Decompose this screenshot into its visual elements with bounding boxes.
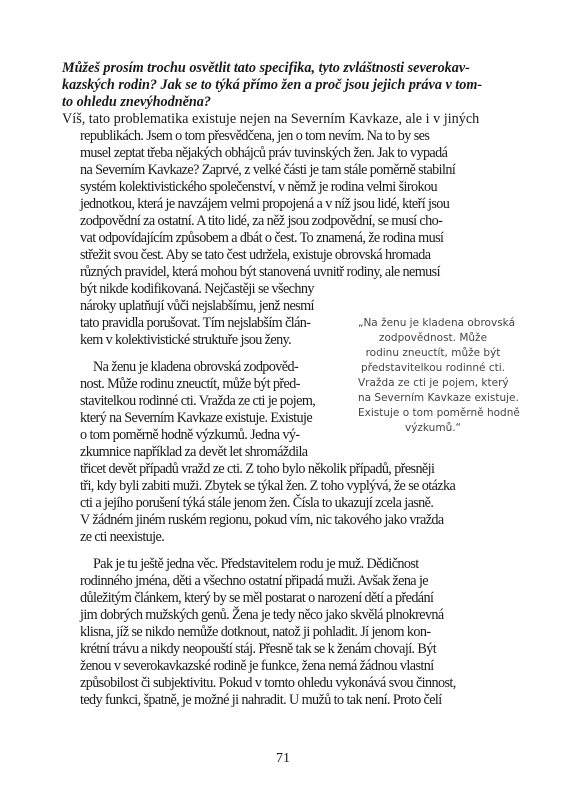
body-line: Víš, tato problematika existuje nejen na Severním Kavkaze, ale i v jiných — [62, 111, 480, 127]
body-line: jim dobrých mužských genů. Žena je tedy něco jako skvělá plnokrevná — [80, 607, 444, 623]
body-line: tedy funkci, špatně, je možné ji nahradit. U mužů to tak není. Proto čelí — [80, 692, 442, 708]
pull-quote-line: zodpovědnost. Může — [378, 332, 488, 344]
body-line: o tom poměrně hodně výzkumů. Jedna vý- — [80, 427, 300, 443]
question-line: kazských rodin? Jak se to týká přímo žen a proč jsou jejich práva v tom- — [62, 77, 483, 93]
body-line: republikách. Jsem o tom přesvědčena, jen o tom nevím. Na to by ses — [80, 128, 430, 144]
body-line: zodpovědní za ostatní. A tito lidé, za něž jsou zodpovědní, se musí cho- — [80, 213, 443, 229]
body-line: být nikde kodifikovaná. Nejčastěji se všechny — [80, 281, 314, 297]
body-line: třicet devět případů vražd ze cti. Z toho bylo několik případů, přesněji — [80, 461, 435, 477]
body-line: různých pravidel, která mohou být stanovená uvnitř rodiny, ale nemusí — [80, 264, 440, 280]
body-line: Na ženu je kladena obrovská zodpověd- — [93, 359, 299, 375]
body-line: V žádném jiném ruském regionu, pokud vím, nic takového jako vražda — [80, 512, 444, 528]
pull-quote-line: na Severním Kavkaze existuje. — [358, 392, 519, 404]
body-line: systém kolektivistického společenství, v němž je rodina velmi širokou — [80, 179, 437, 195]
body-line: krétní trávu a nikdy neopouští stáj. Přesně tak se k ženám chovají. Být — [80, 641, 437, 657]
body-line: vat odpovídajícím způsobem a dbát o čest. To znamená, že rodina musí — [80, 230, 444, 246]
body-line: Pak je tu ještě jedna věc. Představitelem rodu je muž. Dědičnost — [93, 556, 419, 572]
pull-quote — [358, 316, 520, 436]
page-number: 71 — [276, 751, 290, 766]
body-line: ze cti neexistuje. — [80, 529, 165, 545]
body-line: střežit svou čest. Aby se tato čest udržela, existuje obrovská hromada — [80, 247, 431, 263]
body-line: který na Severním Kavkaze existuje. Existuje — [80, 410, 313, 426]
body-line: zkumnice například za devět let shromáždila — [80, 444, 308, 460]
question-line: to ohledu znevýhodněna? — [62, 94, 211, 110]
body-line: na Severním Kavkaze? Zaprvé, z velké části je tam stále poměrně stabilní — [80, 162, 456, 178]
body-line: nároky uplatňují vůči nejslabšímu, jenž nesmí — [80, 298, 314, 314]
pull-quote-line: rodinu zneuctít, může být — [365, 347, 501, 359]
body-line: ženou v severokavkazské rodině je funkce, žena nemá žádnou vlastní — [80, 658, 434, 674]
body-line: tři, kdy byli zabiti muži. Zbytek se týkal žen. Z toho vyplývá, že se otázka — [80, 478, 456, 494]
pull-quote-line: Existuje o tom poměrně hodně — [358, 407, 520, 419]
pull-quote-line: výzkumů.“ — [404, 422, 461, 434]
pull-quote-line: „Na ženu je kladena obrovská — [358, 317, 515, 329]
body-line: kem v kolektivistické struktuře jsou ženy. — [80, 332, 292, 348]
question-line: Můžeš prosím trochu osvětlit tato specifika, tyto zvláštnosti severokav- — [62, 60, 470, 76]
body-line: důležitým článkem, který by se měl postarat o narození dětí a předání — [80, 590, 434, 606]
body-line: tato pravidla porušovat. Tím nejslabším člán- — [80, 315, 311, 331]
body-line: musel zeptat třeba nějakých obhájců práv tuvinských žen. Jak to vypadá — [80, 145, 448, 161]
body-line: cti a jejího porušení týká stále jenom žen. Čísla to ukazují zcela jasně. — [80, 495, 434, 511]
body-line: způsobilost či subjektivitu. Pokud v tomto ohledu vykonává svou činnost, — [80, 675, 456, 691]
interview-question — [62, 60, 498, 111]
pull-quote-line: představitelkou rodinné cti. — [361, 362, 505, 374]
body-line: jednotkou, která je navzájem velmi propojená a v níž jsou lidé, kteří jsou — [80, 196, 450, 212]
body-line: rodinného jména, děti a všechno ostatní připadá muži. Avšak žena je — [80, 573, 428, 589]
pull-quote-line: Vražda ze cti je pojem, který — [358, 377, 509, 389]
body-line: stavitelkou rodinné cti. Vražda ze cti je pojem, — [80, 393, 316, 409]
body-line: nost. Může rodinu zneuctít, může být před- — [80, 376, 300, 392]
body-line: klisna, jíž se nikdo nemůže dotknout, natož ji pohladit. Jí jenom kon- — [80, 624, 431, 640]
